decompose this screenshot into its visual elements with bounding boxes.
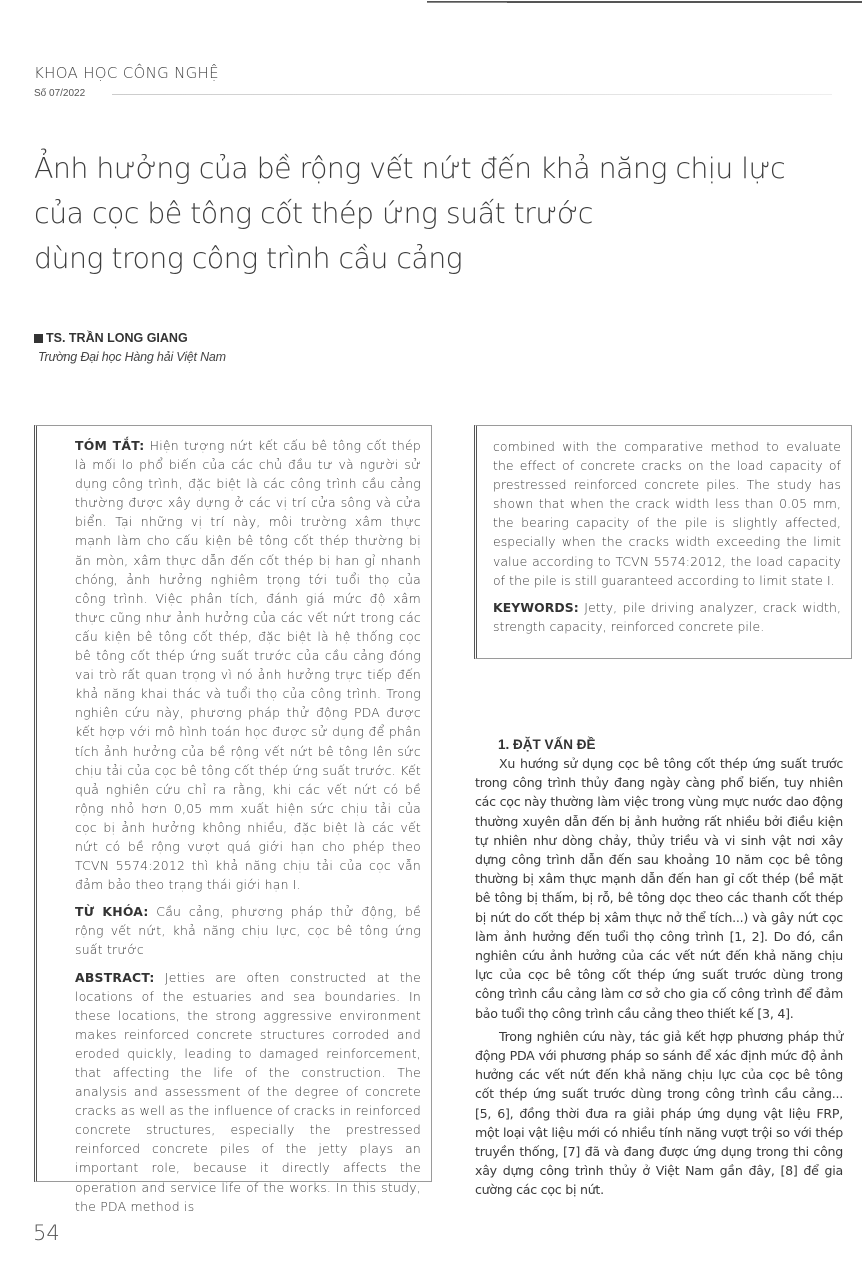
title-line-2: của cọc bê tông cốt thép ứng suất trước [34, 197, 593, 230]
title-line-3: dùng trong công trình cầu cảng [34, 242, 463, 275]
abstract-label: ABSTRACT: [75, 969, 155, 985]
keywords-label: KEYWORDS: [493, 599, 579, 615]
author-name: TS. TRẦN LONG GIANG [46, 331, 188, 345]
tukhoa-label: TỪ KHÓA: [75, 904, 149, 920]
abstract-continued: combined with the comparative method to evaluate the effect of concrete cracks on the load capacity of prestressed reinforced concrete piles. The study has shown that when the crack width less than 0.05 mm, the bearing capacity of the pile is slightly affected, especially when the cracks width exceeding the limit value according to TCVN 5574:2012, the load capacity of the pile is still guaranteed according to limit state I. [493, 439, 841, 588]
square-bullet-icon [34, 334, 43, 343]
abstract-paragraph [75, 968, 421, 1216]
section-1-body [475, 754, 843, 1204]
keywords-text: Jetty, pile driving analyzer, crack width, strength capacity, reinforced concrete pile. [493, 599, 841, 634]
title-line-1: Ảnh hưởng của bề rộng vết nứt đến khả năng chịu lực [34, 152, 786, 185]
abstract-text: Jetties are often constructed at the locations of the estuaries and sea boundaries. In these locations, the strong aggressive environment makes reinforced concrete structures corroded and eroded quickly, leading to damaged reinforcement, that affecting the life of the construction. The analysis and assessment of the degree of concrete cracks as well as the influence of cracks in reinforced concrete structures, especially the prestressed reinforced concrete piles of the jetty plays an important role, because it directly affects the operation and service life of the works. In this study, the PDA method is [75, 969, 421, 1214]
keywords-paragraph [493, 598, 841, 636]
page-number: 54 [33, 1221, 60, 1245]
tomtat-paragraph [75, 436, 421, 894]
issue-number: Số 07/2022 [34, 88, 86, 99]
tukhoa-paragraph [75, 902, 421, 959]
abstract-box-left [34, 425, 432, 1214]
author-affiliation: Trường Đại học Hàng hải Việt Nam [38, 350, 226, 364]
article-title [34, 146, 834, 281]
top-rule-thin [427, 2, 507, 3]
issue-rule [112, 94, 832, 95]
journal-section-label: KHOA HỌC CÔNG NGHỆ [34, 64, 219, 82]
tukhoa-text: Cầu cảng, phương pháp thử động, bề rộng vết nứt, khả năng chịu lực, cọc bê tông ứng suất trước [75, 904, 421, 958]
body-paragraph: Trong nghiên cứu này, tác giả kết hợp phương pháp thử động PDA với phương pháp so sánh để xác định mức độ ảnh hưởng các vết nứt đến khả năng chịu lực của cọc bê tông cốt thép ứng suất trước dùng trong công trình cầu cảng... [5, 6], đồng thời đưa ra giải pháp ứng dụng vật liệu FRP, một loại vật liệu mới có nhiều tính năng vượt trội so với thép truyền thống, [7] đã và đang được ứng dụng trong thi công xây dựng công trình thủy ở Việt Nam gần đây, [8] để gia cường các cọc bị nứt. [475, 1028, 843, 1198]
author-line [34, 331, 188, 345]
body-paragraph: Xu hướng sử dụng cọc bê tông cốt thép ứng suất trước trong công trình thủy đang ngày càng phổ biến, tuy nhiên các cọc này thường làm việc trong vùng mực nước dao động thường xuyên dẫn đến bị ảnh hưởng rất nhiều bởi điều kiện tự nhiên như dòng chảy, thủy triều và vi sinh vật nơi xây dựng công trình dẫn đến sau khoảng 10 năm cọc bê tông thường bị xâm thực mạnh dẫn đến han gỉ cốt thép (bề mặt bê tông bị thấm, bị rỗ, bê tông dọc theo các thanh cốt thép bị nứt do cốt thép bị xâm thực nở thể tích...) và gây nứt cọc làm ảnh hưởng đến tuổi thọ công trình [1, 2]. Do đó, cần nghiên cứu ảnh hưởng của các vết nứt đến khả năng chịu lực của cọc bê tông cốt thép ứng suất trước dùng trong công trình cầu cảng làm cơ sở cho gia cố công trình để đảm bảo tuổi thọ công trình cầu cảng theo thiết kế [3, 4]. [475, 756, 843, 1021]
tomtat-text: Hiện tượng nứt kết cấu bê tông cốt thép là mối lo phổ biến của các chủ đầu tư và người sử dụng công trình, đặc biệt là các công trình cầu cảng thường được xây dựng ở các vị trí cửa sông và cửa biển. Tại những vị trí này, môi trường xâm thực mạnh làm cho cấu kiện bê tông cốt thép thường bị ăn mòn, xâm thực dẫn đến cốt thép bị han gỉ nhanh chóng, ảnh hưởng nghiêm trọng tới tuổi thọ của công trình. Việc phân tích, đánh giá mức độ xâm thực cũng như ảnh hưởng của các vết nứt trong các cấu kiện bê tông cốt thép, đặc biệt là hệ thống cọc bê tông cốt thép ứng suất trước của cầu cảng đóng vai trò rất quan trọng vì nó ảnh hưởng trực tiếp đến khả năng khai thác và tuổi thọ của công trình. Trong nghiên cứu này, phương pháp thử động PDA được kết hợp với mô hình toán học được sử dụng để phân tích ảnh hưởng của bề rộng vết nứt bê tông lên sức chịu tải của cọc bê tông cốt thép ứng suất trước. Kết quả nghiên cứu chỉ ra rằng, khi các vết nứt có bề rộng nhỏ hơn 0,05 mm xuất hiện sức chịu tải của cọc bị ảnh hưởng không nhiều, đặc biệt là các vết nứt có bề rộng vượt quá giới hạn cho phép theo TCVN 5574:2012 thì khả năng chịu tải của cọc vẫn đảm bảo theo trạng thái giới hạn I. [75, 438, 421, 893]
abstract-box-right [474, 425, 852, 659]
tomtat-label: TÓM TẮT: [75, 438, 145, 453]
section-1-heading: 1. ĐẶT VẤN ĐỀ [498, 737, 596, 752]
